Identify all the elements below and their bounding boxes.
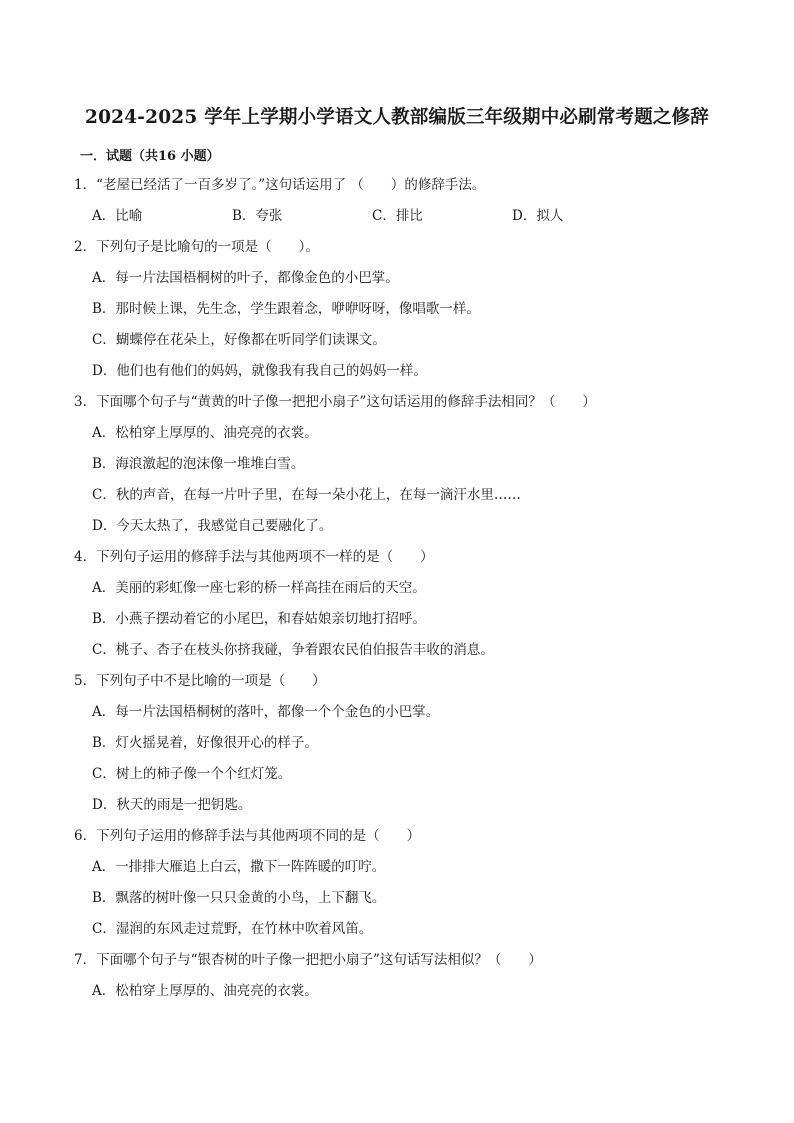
option: B．小燕子摆动着它的小尾巴，和春姑娘亲切地打招呼。	[92, 611, 426, 627]
option: B．飘落的树叶像一只只金黄的小鸟，上下翻飞。	[92, 890, 386, 906]
option: D．秋天的雨是一把钥匙。	[92, 797, 252, 813]
option: C．蝴蝶停在花朵上，好像都在听同学们读课文。	[92, 332, 386, 348]
option: D．他们也有他们的妈妈，就像我有我自己的妈妈一样。	[92, 363, 427, 379]
option-row	[74, 201, 754, 232]
option: B．灯火摇晃着，好像很开心的样子。	[92, 735, 318, 751]
question-stem: 4．下列句子运用的修辞手法与其他两项不一样的是（ ）	[74, 549, 434, 565]
option: A．美丽的彩虹像一座七彩的桥一样高挂在雨后的天空。	[92, 580, 426, 596]
question-stem: 6．下列句子运用的修辞手法与其他两项不同的是（ ）	[74, 828, 421, 844]
option: A．比喻	[92, 208, 143, 224]
option: A．每一片法国梧桐树的叶子，都像金色的小巴掌。	[92, 270, 399, 286]
option: C．桃子、杏子在枝头你挤我碰，争着跟农民伯伯报告丰收的消息。	[92, 642, 494, 658]
option: B．夸张	[232, 208, 283, 224]
question-stem: 1．“老屋已经活了一百多岁了。”这句话运用了 （ ）的修辞手法。	[74, 177, 486, 193]
option: D．今天太热了，我感觉自己要融化了。	[92, 518, 333, 534]
option: C．排比	[372, 208, 423, 224]
option: A．一排排大雁追上白云，撒下一阵阵暖的叮咛。	[92, 859, 386, 875]
section-heading: 一．试题（共16 小题）	[80, 149, 220, 164]
option: A．松柏穿上厚厚的、油亮亮的衣裳。	[92, 983, 318, 999]
option: C．湿润的东风走过荒野，在竹林中吹着风笛。	[92, 921, 373, 937]
question-stem: 3．下面哪个句子与“黄黄的叶子像一把把小扇子”这句话运用的修辞手法相同？（ ）	[74, 394, 596, 410]
option: A．每一片法国梧桐树的落叶，都像一个个金色的小巴掌。	[92, 704, 440, 720]
option: C．秋的声音，在每一片叶子里，在每一朵小花上，在每一滴汗水里……	[92, 487, 521, 503]
question-stem: 7．下面哪个句子与“银杏树的叶子像一把把小扇子”这句话写法相似？（ ）	[74, 952, 542, 968]
option: A．松柏穿上厚厚的、油亮亮的衣裳。	[92, 425, 318, 441]
question-list	[74, 170, 754, 1007]
option: D．拟人	[512, 208, 564, 224]
document-title: 2024-2025 学年上学期小学语文人教部编版三年级期中必刷常考题之修辞	[85, 107, 709, 128]
question-stem: 2．下列句子是比喻句的一项是（ ）。	[74, 239, 319, 255]
option: B．那时候上课，先生念，学生跟着念，咿咿呀呀，像唱歌一样。	[92, 301, 480, 317]
question-stem: 5．下列句子中不是比喻的一项是（ ）	[74, 673, 326, 689]
option: B．海浪激起的泡沫像一堆堆白雪。	[92, 456, 305, 472]
option: C．树上的柿子像一个个红灯笼。	[92, 766, 292, 782]
